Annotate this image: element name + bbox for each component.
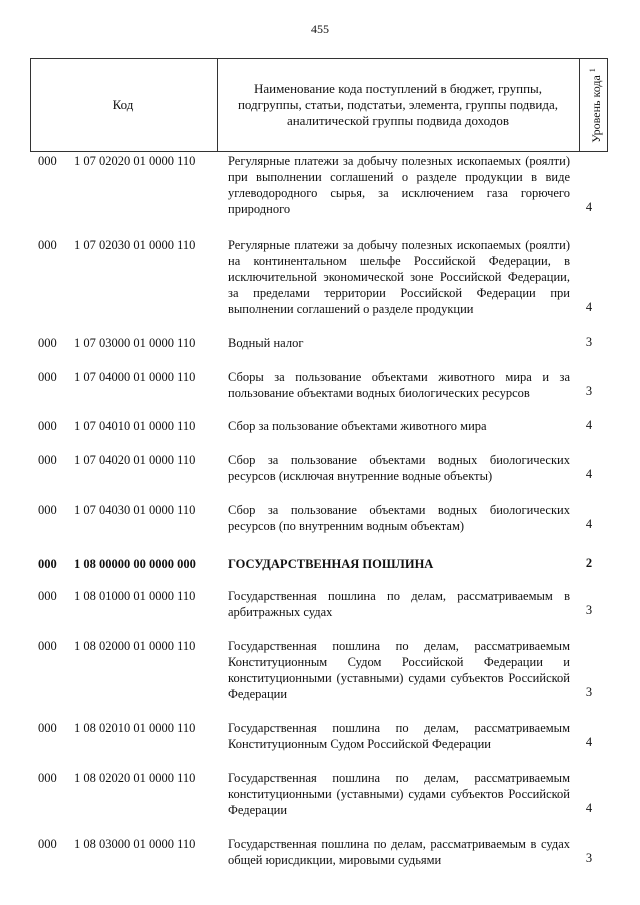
row-income-code: 1 08 01000 01 0000 110: [74, 589, 196, 603]
row-name: Государственная пошлина по делам, рассматриваемым в судах общей юрисдикции, мировыми судьями: [228, 837, 570, 867]
row-admin-code: 000: [38, 238, 57, 252]
row-name: Сбор за пользование объектами водных биологических ресурсов (по внутренним водным объектам): [228, 503, 570, 533]
row-admin-code: 000: [38, 771, 57, 785]
header-level-footnote: 1: [588, 67, 598, 72]
table-body: [30, 152, 608, 868]
row-name: Сбор за пользование объектами животного мира: [228, 419, 487, 433]
header-level-text: Уровень кода: [589, 74, 604, 143]
header-level-label: [585, 68, 604, 143]
row-admin-code: 000: [38, 557, 57, 571]
row-income-code: 1 07 02020 01 0000 110: [74, 154, 196, 168]
table-row: [30, 334, 608, 352]
table-header: [30, 58, 608, 152]
header-level: [581, 59, 608, 151]
row-name: Регулярные платежи за добычу полезных ископаемых (роялти) при выполнении соглашений о разделе продукции в виде углеводородного сырья, за исключением газа горючего природного: [228, 154, 570, 216]
table-row: [30, 451, 608, 484]
row-name: Государственная пошлина по делам, рассматриваемым Конституционным Судом Российской Федерации и конституционными (уставными) судами субъектов Российской Федерации: [228, 639, 570, 701]
row-income-code: 1 07 04010 01 0000 110: [74, 419, 196, 433]
row-level: 3: [585, 603, 593, 617]
table-row: [30, 719, 608, 752]
header-code: Код: [112, 97, 134, 112]
row-income-code: 1 07 04020 01 0000 110: [74, 453, 196, 467]
row-level: 3: [585, 335, 593, 349]
row-level: 2: [585, 556, 593, 570]
row-income-code: 1 08 02020 01 0000 110: [74, 771, 196, 785]
row-level: 4: [585, 517, 593, 531]
row-name: Сбор за пользование объектами водных биологических ресурсов (исключая внутренние водные объекты): [228, 453, 570, 483]
row-level: 3: [585, 685, 593, 699]
row-admin-code: 000: [38, 589, 57, 603]
row-name: Государственная пошлина по делам, рассматриваемым конституционными (уставными) судами субъектов Российской Федерации: [228, 771, 570, 817]
row-level: 4: [585, 300, 593, 314]
table-row: [30, 555, 608, 573]
table-row: [30, 501, 608, 534]
row-name: Водный налог: [228, 336, 304, 350]
row-name: ГОСУДАРСТВЕННАЯ ПОШЛИНА: [228, 557, 434, 571]
row-income-code: 1 08 02010 01 0000 110: [74, 721, 196, 735]
header-name: Наименование кода поступлений в бюджет, группы, подгруппы, статьи, подстатьи, элемента, группы подвида, аналитической группы подвида доходов: [237, 81, 559, 128]
row-name: Государственная пошлина по делам, рассматриваемым в арбитражных судах: [228, 589, 570, 619]
header-divider: [579, 59, 580, 151]
row-income-code: 1 08 02000 01 0000 110: [74, 639, 196, 653]
row-level: 4: [585, 467, 593, 481]
table-row: [30, 368, 608, 401]
row-admin-code: 000: [38, 639, 57, 653]
row-level: 4: [585, 735, 593, 749]
table-row: [30, 417, 608, 435]
row-admin-code: 000: [38, 503, 57, 517]
row-income-code: 1 08 03000 01 0000 110: [74, 837, 196, 851]
table-row: [30, 769, 608, 818]
row-admin-code: 000: [38, 419, 57, 433]
row-name: Сборы за пользование объектами животного мира и за пользование объектами водных биологических ресурсов: [228, 370, 570, 400]
table-row: [30, 152, 608, 217]
row-admin-code: 000: [38, 154, 57, 168]
row-level: 3: [585, 851, 593, 865]
row-income-code: 1 07 03000 01 0000 110: [74, 336, 196, 350]
table-row: [30, 835, 608, 868]
row-level: 4: [585, 801, 593, 815]
table-row: [30, 637, 608, 702]
row-income-code: 1 08 00000 00 0000 000: [74, 557, 196, 571]
row-admin-code: 000: [38, 721, 57, 735]
row-name: Государственная пошлина по делам, рассматриваемым Конституционным Судом Российской Федерации: [228, 721, 570, 751]
row-income-code: 1 07 02030 01 0000 110: [74, 238, 196, 252]
row-admin-code: 000: [38, 453, 57, 467]
table-row: [30, 587, 608, 620]
row-level: 3: [585, 384, 593, 398]
row-name: Регулярные платежи за добычу полезных ископаемых (роялти) на континентальном шельфе Российской Федерации, в исключительной экономической зоне Российской Федерации, за пределами территории Российской Федерации при выполнении соглашений о разделе продукции: [228, 238, 570, 316]
row-admin-code: 000: [38, 370, 57, 384]
row-level: 4: [585, 200, 593, 214]
row-admin-code: 000: [38, 837, 57, 851]
row-admin-code: 000: [38, 336, 57, 350]
page-number: 455: [311, 22, 329, 36]
row-level: 4: [585, 418, 593, 432]
row-income-code: 1 07 04030 01 0000 110: [74, 503, 196, 517]
table-row: [30, 236, 608, 317]
row-income-code: 1 07 04000 01 0000 110: [74, 370, 196, 384]
